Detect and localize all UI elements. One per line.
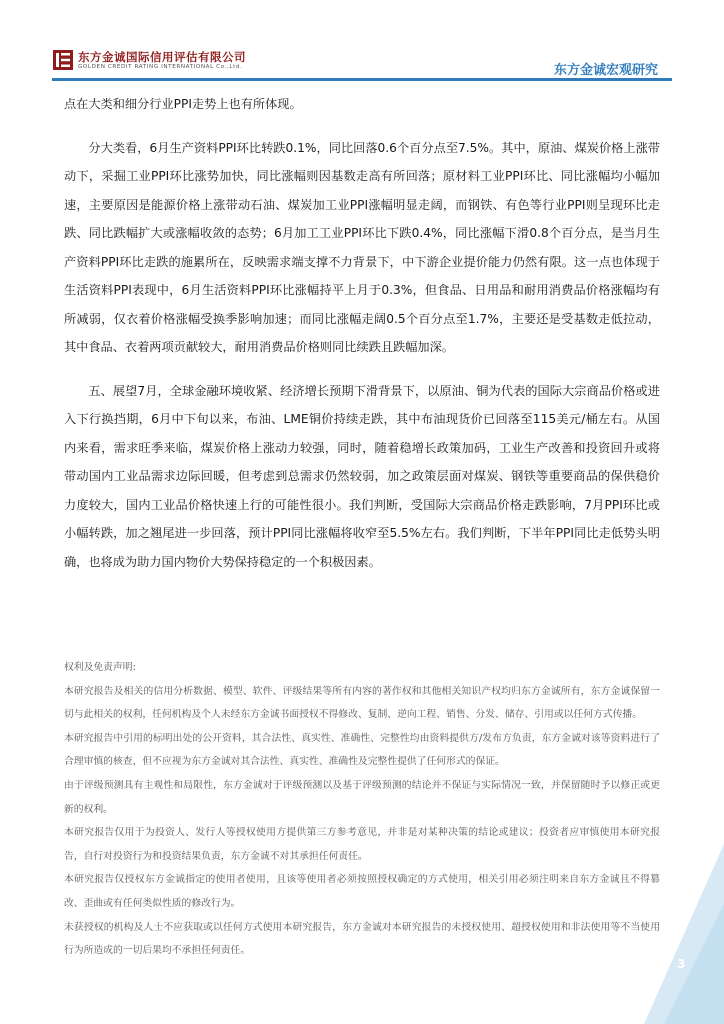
disclaimer-item: 由于评级预测具有主观性和局限性，东方金诚对于评级预测以及基于评级预测的结论并不保证与实际情况一致，并保留随时予以修正或更新的权利。 [64,779,660,815]
disclaimer-item: 本研究报告仅授权东方金诚指定的使用者使用，且该等使用者必须按照授权确定的方式使用，相关引用必须注明来自东方金诚且不得篡改、歪曲或有任何类似性质的修改行为。 [64,874,660,909]
page-corner-decoration [644,844,724,1024]
company-logo-icon [52,49,74,71]
disclaimer-item: 未获授权的机构及人士不应获取或以任何方式使用本研究报告，东方金诚对本研究报告的未授权使用、超授权使用和非法使用等不当使用行为所造成的一切后果均不承担任何责任。 [64,921,660,957]
disclaimer-item: 本研究报告仅用于为投资人、发行人等授权使用方提供第三方参考意见，并非是对某种决策的结论或建议；投资者应审慎使用本研究报告，自行对投资行为和投资结果负责，东方金诚不对其承担任何责任。 [64,827,660,862]
company-name-en: GOLDEN CREDIT RATING INTERNATIONAL Co.,Ltd. [78,64,243,70]
disclaimer-section [64,656,660,963]
header-divider [52,78,672,81]
disclaimer-title: 权利及免责声明: [64,662,136,673]
report-body [64,90,660,576]
disclaimer-item: 本研究报告及相关的信用分析数据、模型、软件、评级结果等所有内容的著作权和其他相关知识产权均归东方金诚所有，东方金诚保留一切与此相关的权利，任何机构及个人未经东方金诚书面授权不得修改、复制、逆向工程、销售、分发、储存、引用或以任何方式传播。 [64,685,660,721]
body-paragraph-continued: 点在大类和细分行业PPI走势上也有所体现。 [64,97,302,111]
company-name-cn: 东方金诚国际信用评估有限公司 [78,50,246,64]
report-series-title: 东方金诚宏观研究 [553,63,658,78]
page-number: 3 [677,957,686,971]
disclaimer-item: 本研究报告中引用的标明出处的公开资料，其合法性、真实性、准确性、完整性均由资料提供方/发布方负责，东方金诚对该等资料进行了合理审慎的核查，但不应视为东方金诚对其合法性、真实性、准确性及完整性提供了任何形式的保证。 [64,732,660,768]
body-paragraph-categories: 分大类看，6月生产资料PPI环比转跌0.1%，同比回落0.6个百分点至7.5%。其中，原油、煤炭价格上涨带动下，采掘工业PPI环比涨势加快，同比涨幅则因基数走高有所回落；原材料工业PPI环比、同比涨幅均小幅加速，主要原因是能源价格上涨带动石油、煤炭加工业PPI涨幅明显走阔，而钢铁、有色等行业PPI则呈现环比走跌、同比跌幅扩大或涨幅收敛的态势；6月加工工业PPI环比下跌0.4%，同比涨幅下滑0.8个百分点，是当月生产资料PPI环比走跌的施累所在，反映需求端支撑不力背景下，中下游企业提价能力仍然有限。这一点也体现于生活资料PPI表现中，6月生活资料PPI环比涨幅持平上月于0.3%，但食品、日用品和耐用消费品价格涨幅均有所减弱，仅衣着价格涨幅受换季影响加速；而同比涨幅走阔0.5个百分点至1.7%，主要还是受基数走低拉动，其中食品、衣着两项贡献较大，耐用消费品价格则同比续跌且跌幅加深。 [64,140,660,354]
body-paragraph-outlook: 五、展望7月，全球金融环境收紧、经济增长预期下滑背景下，以原油、铜为代表的国际大宗商品价格或进入下行换挡期，6月中下旬以来，布油、LME铜价持续走跌，其中布油现货价已回落至115美元/桶左右。从国内来看，需求旺季来临，煤炭价格上涨动力较强，同时，随着稳增长政策加码，工业生产改善和投资回升或将带动国内工业品需求边际回暖，但考虑到总需求仍然较弱，加之政策层面对煤炭、钢铁等重要商品的保供稳价力度较大，国内工业品价格快速上行的可能性很小。我们判断，受国际大宗商品价格走跌影响，7月PPI环比或小幅转跌，加之翘尾进一步回落，预计PPI同比涨幅将收窄至5.5%左右。我们判断，下半年PPI同比走低势头明确，也将成为助力国内物价大势保持稳定的一个积极因素。 [64,383,660,569]
page-header [0,0,724,82]
